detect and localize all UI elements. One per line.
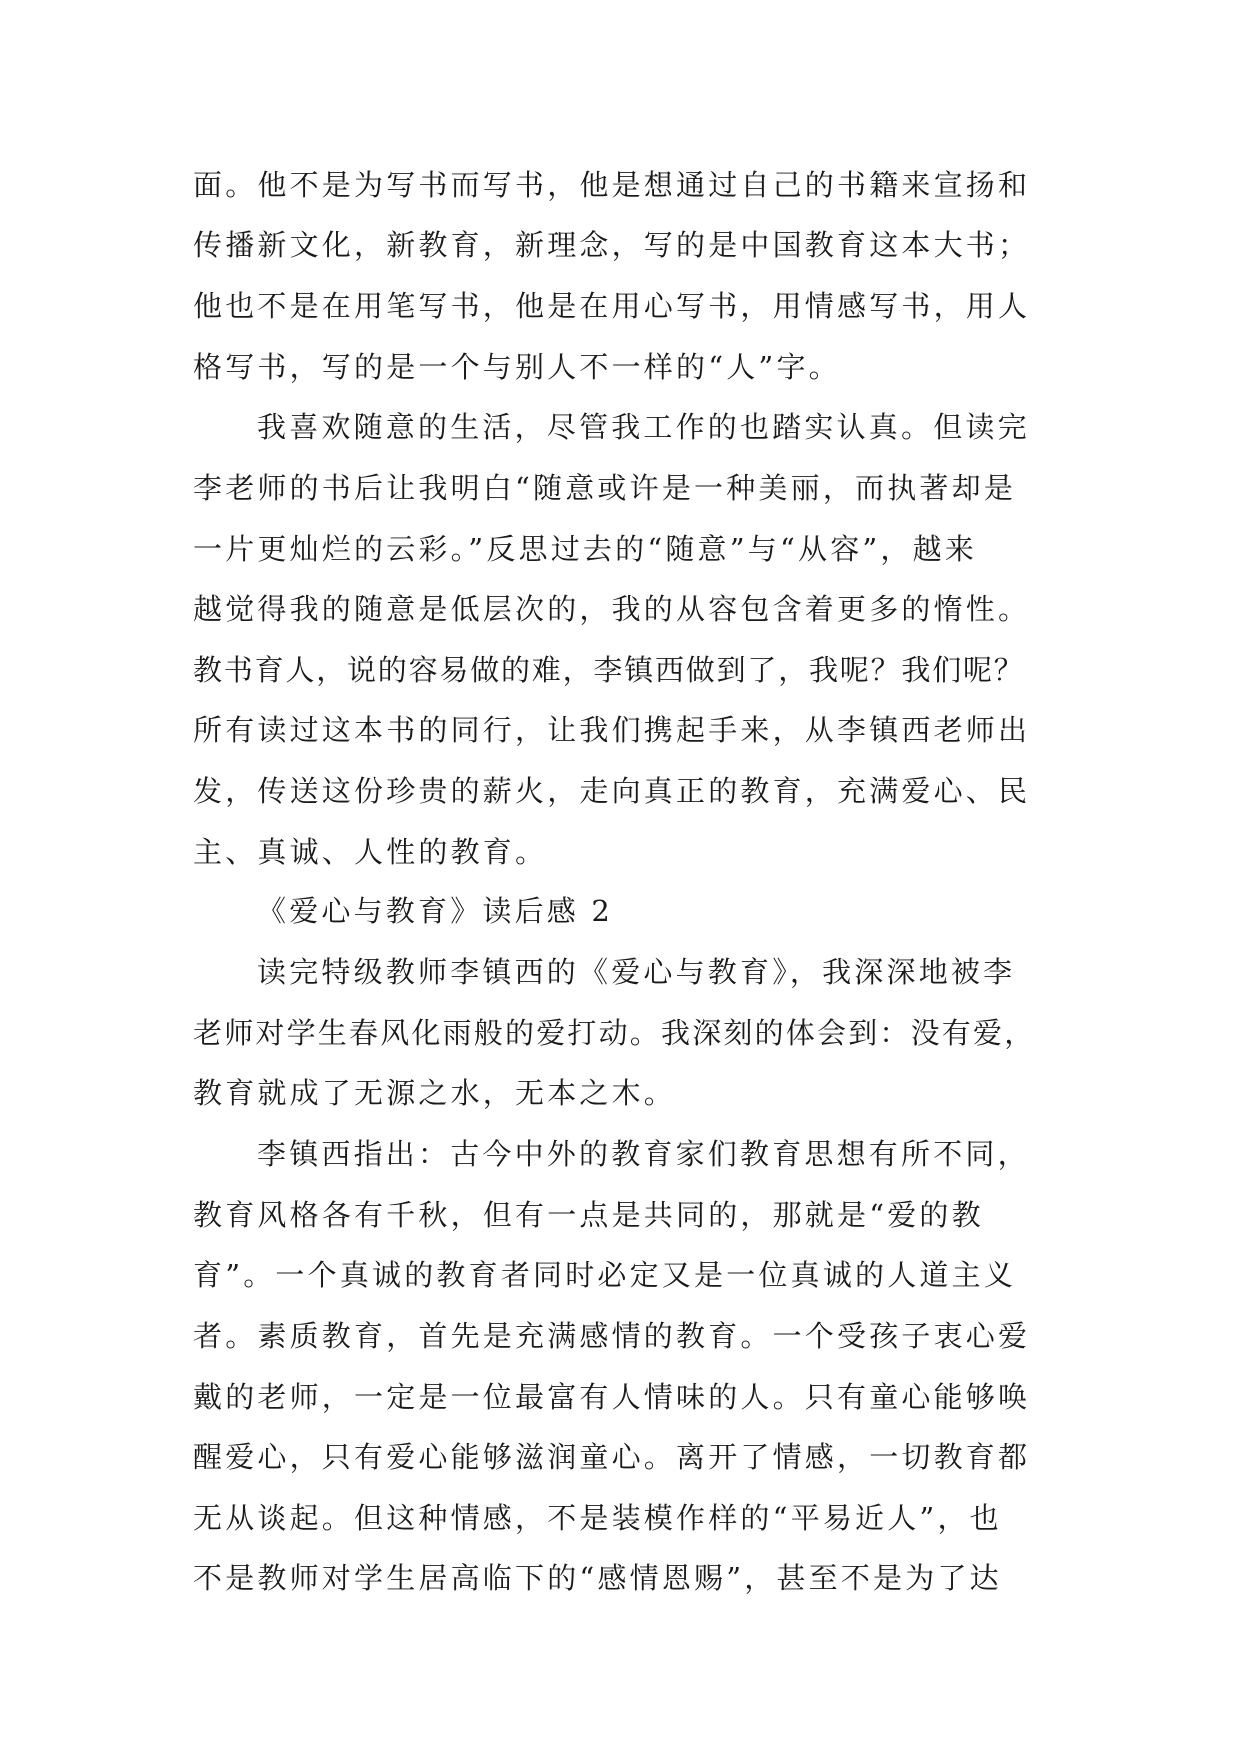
text-line: 无从谈起。但这种情感，不是装模作样的“平易近人”，也 bbox=[193, 1501, 1002, 1535]
text-line: 一片更灿烂的云彩。”反思过去的“随意”与“从容”，越来 bbox=[193, 532, 978, 566]
section-heading: 《爱心与教育》读后感 2 bbox=[257, 894, 614, 928]
text-line: 教育就成了无源之水，无本之木。 bbox=[193, 1076, 677, 1110]
text-line: 格写书，写的是一个与别人不一样的“人”字。 bbox=[193, 350, 841, 384]
text-line: 李老师的书后让我明白“随意或许是一种美丽，而执著却是 bbox=[193, 471, 1017, 505]
paragraph-first-line: 我喜欢随意的生活，尽管我工作的也踏实认真。但读完 bbox=[257, 410, 1030, 444]
text-line: 不是教师对学生居高临下的“感情恩赐”，甚至不是为了达 bbox=[193, 1561, 1002, 1595]
text-line: 他也不是在用笔写书，他是在用心写书，用情感写书，用人 bbox=[193, 289, 1031, 323]
text-line: 越觉得我的随意是低层次的，我的从容包含着更多的惰性。 bbox=[193, 592, 1031, 626]
text-line: 育”。一个真诚的教育者同时必定又是一位真诚的人道主义 bbox=[193, 1258, 1017, 1292]
text-line: 所有读过这本书的同行，让我们携起手来，从李镇西老师出 bbox=[193, 713, 1031, 747]
text-line: 醒爱心，只有爱心能够滋润童心。离开了情感，一切教育都 bbox=[193, 1440, 1031, 1474]
text-line: 老师对学生春风化雨般的爱打动。我深刻的体会到：没有爱， bbox=[193, 1016, 1036, 1050]
text-line: 教书育人，说的容易做的难，李镇西做到了，我呢？我们呢？ bbox=[193, 653, 1025, 687]
text-line: 戴的老师，一定是一位最富有人情味的人。只有童心能够唤 bbox=[193, 1380, 1031, 1414]
text-line: 传播新文化，新教育，新理念，写的是中国教育这本大书； bbox=[193, 228, 1031, 262]
paragraph-first-line: 李镇西指出：古今中外的教育家们教育思想有所不同， bbox=[257, 1137, 1030, 1171]
text-line: 面。他不是为写书而写书，他是想通过自己的书籍来宣扬和 bbox=[193, 168, 1031, 202]
text-line: 教育风格各有千秋，但有一点是共同的，那就是“爱的教 bbox=[193, 1198, 984, 1232]
text-line: 主、真诚、人性的教育。 bbox=[193, 835, 548, 869]
paragraph-first-line: 读完特级教师李镇西的《爱心与教育》，我深深地被李 bbox=[257, 955, 1016, 989]
text-line: 者。素质教育，首先是充满感情的教育。一个受孩子衷心爱 bbox=[193, 1319, 1031, 1353]
text-line: 发，传送这份珍贵的薪火，走向真正的教育，充满爱心、民 bbox=[193, 774, 1031, 808]
